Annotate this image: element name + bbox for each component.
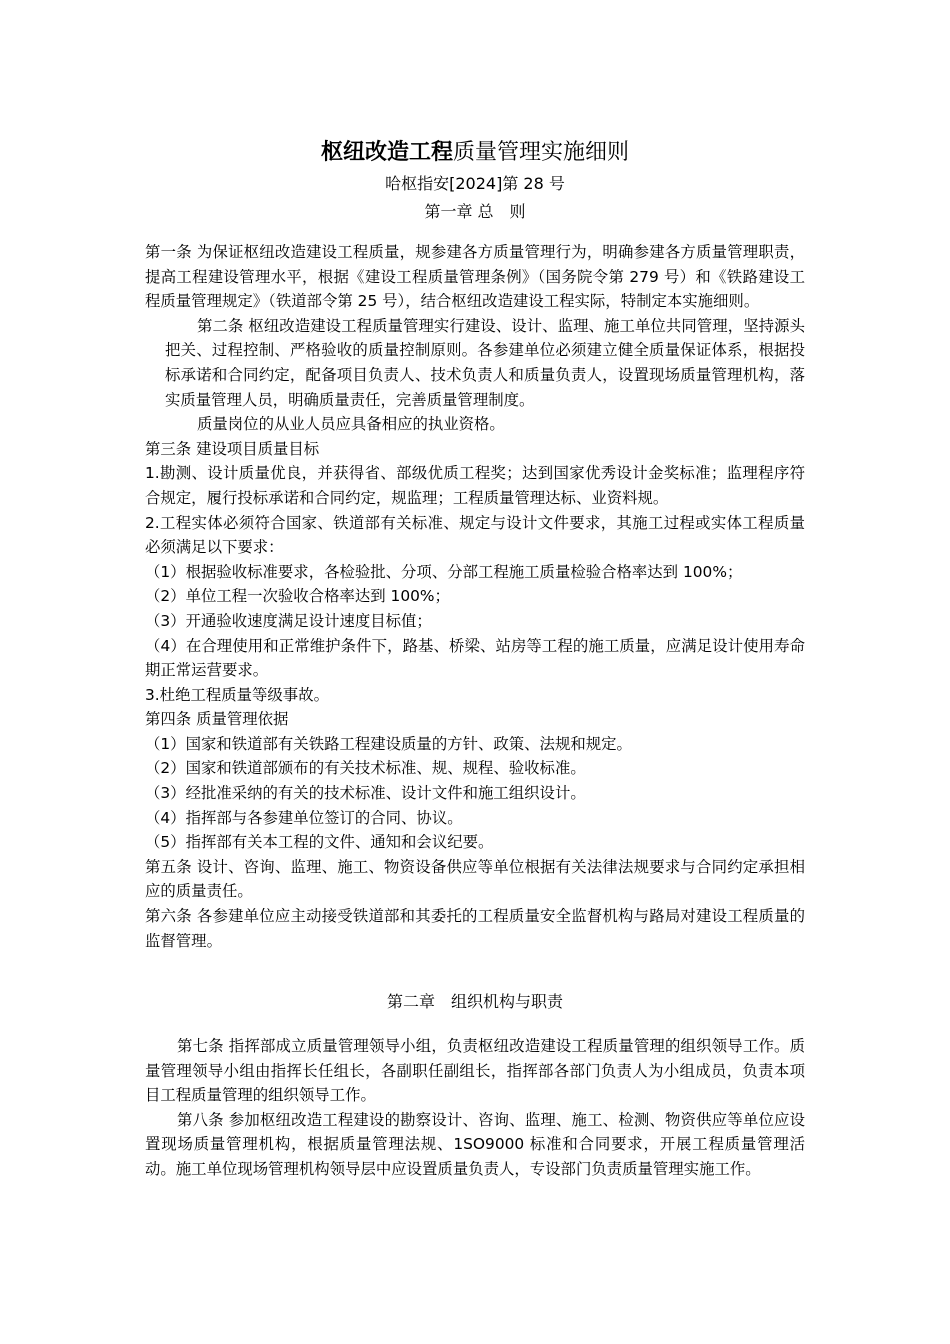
- chapter-1-body: [145, 240, 805, 953]
- goal-item-3: 3.杜绝工程质量等级事故。: [145, 685, 329, 704]
- basis-item-1: （1）国家和铁道部有关铁路工程建设质量的方针、政策、法规和规定。: [145, 734, 632, 753]
- article-5: 第五条 设计、咨询、监理、施工、物资设备供应等单位根据有关法律法规要求与合同约定承担相应的质量责任。: [145, 857, 805, 901]
- title-rest-part: 质量管理实施细则: [453, 140, 630, 165]
- document-title: [0, 138, 950, 168]
- basis-item-2: （2）国家和铁道部颁布的有关技术标准、规、规程、验收标准。: [145, 759, 586, 778]
- chapter-heading-2: 第二章 组织机构与职责: [386, 992, 563, 1011]
- article-2: 第二条 枢纽改造建设工程质量管理实行建设、设计、监理、施工单位共同管理，坚持源头把关、过程控制、严格验收的质量控制原则。各参建单位必须建立健全质量保证体系，根据投标承诺和合同约定，配备项目负责人、技术负责人和质量负责人，设置现场质量管理机构，落实质量管理人员，明确质量责任，完善质量管理制度。: [165, 316, 805, 409]
- article-4-heading: 第四条 质量管理依据: [145, 710, 289, 729]
- goal-item-1: 1.勘测、设计质量优良，并获得省、部级优质工程奖；达到国家优秀设计金奖标准；监理程序符合规定，履行投标承诺和合同约定，规监理；工程质量管理达标、业资料规。: [145, 464, 805, 507]
- article-3-heading: 第三条 建设项目质量目标: [145, 439, 320, 458]
- article-6: 第六条 各参建单位应主动接受铁道部和其委托的工程质量安全监督机构与路局对建设工程质量的监督管理。: [145, 907, 805, 950]
- article-1: 第一条 为保证枢纽改造建设工程质量，规参建各方质量管理行为，明确参建各方质量管理职责，提高工程建设管理水平，根据《建设工程质量管理条例》（国务院令第 279 号）和《铁路建设工程质量管理规定》（铁道部令第 25 号），结合枢纽改造建设工程实际，特制定本实施细则。: [145, 243, 805, 311]
- article-2-note: 质量岗位的从业人员应具备相应的执业资格。: [197, 415, 505, 434]
- basis-item-3: （3）经批准采纳的有关的技术标准、设计文件和施工组织设计。: [145, 784, 586, 803]
- goal-item-2: 2.工程实体必须符合国家、铁道部有关标准、规定与设计文件要求，其施工过程或实体工程质量必须满足以下要求：: [145, 513, 805, 557]
- requirement-3: （3）开通验收速度满足设计速度目标值；: [145, 611, 432, 630]
- article-7: 第七条 指挥部成立质量管理领导小组，负责枢纽改造建设工程质量管理的组织领导工作。质量管理领导小组由指挥长任组长，各副职任副组长，指挥部各部门负责人为小组成员，负责本项目工程质量管理的组织领导工作。: [145, 1037, 805, 1105]
- requirement-2: （2）单位工程一次验收合格率达到 100%；: [145, 587, 450, 606]
- title-bold-part: 枢纽改造工程: [320, 140, 453, 165]
- article-8: 第八条 参加枢纽改造工程建设的勘察设计、咨询、监理、施工、检测、物资供应等单位应设置现场质量管理机构，根据质量管理法规、1SO9000 标准和合同要求，开展工程质量管理活动。施工单位现场管理机构领导层中应设置质量负责人，专设部门负责质量管理实施工作。: [145, 1110, 805, 1178]
- document-number: 哈枢指安[2024]第 28 号: [385, 174, 565, 193]
- requirement-4: （4）在合理使用和正常维护条件下，路基、桥梁、站房等工程的施工质量，应满足设计使用寿命期正常运营要求。: [145, 636, 805, 680]
- basis-item-4: （4）指挥部与各参建单位签订的合同、协议。: [145, 808, 463, 827]
- requirement-1: （1）根据验收标准要求，各检验批、分项、分部工程施工质量检验合格率达到 100%；: [145, 562, 743, 581]
- basis-item-5: （5）指挥部有关本工程的文件、通知和会议纪要。: [145, 833, 494, 852]
- article-2-block: [145, 314, 805, 437]
- chapter-heading-1: 第一章 总 则: [424, 202, 526, 221]
- chapter-2-body: [145, 1034, 805, 1182]
